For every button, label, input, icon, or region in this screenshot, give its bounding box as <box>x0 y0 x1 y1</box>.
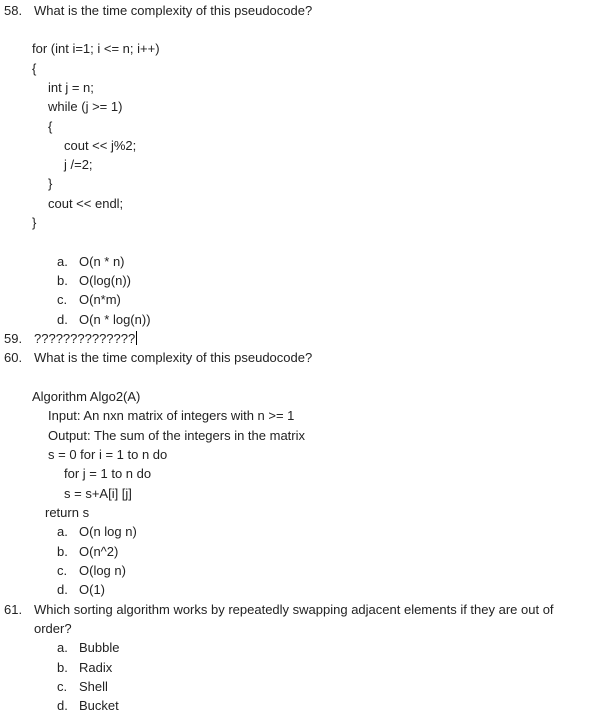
question-text-line2: order? <box>34 621 72 636</box>
code-line: for (int i=1; i <= n; i++) <box>32 41 160 56</box>
option-letter: c. <box>57 563 68 578</box>
algo-line: s = 0 for i = 1 to n do <box>48 447 168 462</box>
option-text: O(n*m) <box>79 292 121 307</box>
code-line: int j = n; <box>48 80 94 95</box>
option-letter: a. <box>57 640 68 655</box>
code-line: cout << j%2; <box>64 138 137 153</box>
option-text: Shell <box>79 679 108 694</box>
question-number: 58. <box>4 3 23 18</box>
option-text: O(n * log(n)) <box>79 312 151 327</box>
option-letter: c. <box>57 679 68 694</box>
question-text: What is the time complexity of this pseudocode? <box>34 3 313 18</box>
question-text-wrapper <box>34 329 137 348</box>
option-text: O(log(n)) <box>79 273 132 288</box>
code-line: { <box>32 61 37 76</box>
option-letter: d. <box>57 698 68 713</box>
option-letter: b. <box>57 660 68 675</box>
question-number: 61. <box>4 602 23 617</box>
question-number: 60. <box>4 350 23 365</box>
option-letter: d. <box>57 312 68 327</box>
code-line: while (j >= 1) <box>48 99 123 114</box>
option-letter: a. <box>57 524 68 539</box>
option-letter: b. <box>57 544 68 559</box>
question-number: 59. <box>4 331 23 346</box>
code-line: } <box>32 215 37 230</box>
option-text: O(n * n) <box>79 254 125 269</box>
question-text: What is the time complexity of this pseudocode? <box>34 350 313 365</box>
option-text: O(n log n) <box>79 524 137 539</box>
option-letter: c. <box>57 292 68 307</box>
option-text: O(1) <box>79 582 105 597</box>
code-line: j /=2; <box>64 157 93 172</box>
option-letter: d. <box>57 582 68 597</box>
option-text: Radix <box>79 660 113 675</box>
algo-line: Input: An nxn matrix of integers with n >= 1 <box>48 408 295 423</box>
option-text: Bucket <box>79 698 119 713</box>
text-cursor <box>136 331 137 345</box>
algo-line: Algorithm Algo2(A) <box>32 389 141 404</box>
code-line: cout << endl; <box>48 196 124 211</box>
option-letter: b. <box>57 273 68 288</box>
option-letter: a. <box>57 254 68 269</box>
algo-line: return s <box>45 505 90 520</box>
code-line: { <box>48 119 53 134</box>
option-text: O(log n) <box>79 563 126 578</box>
algo-line: s = s+A[i] [j] <box>64 486 132 501</box>
code-line: } <box>48 176 53 191</box>
algo-line: Output: The sum of the integers in the matrix <box>48 428 305 443</box>
question-text-line1: Which sorting algorithm works by repeatedly swapping adjacent elements if they are out of <box>34 602 554 617</box>
option-text: Bubble <box>79 640 120 655</box>
option-text: O(n^2) <box>79 544 119 559</box>
algo-line: for j = 1 to n do <box>64 466 152 481</box>
question-text: ?????????????? <box>34 331 136 346</box>
